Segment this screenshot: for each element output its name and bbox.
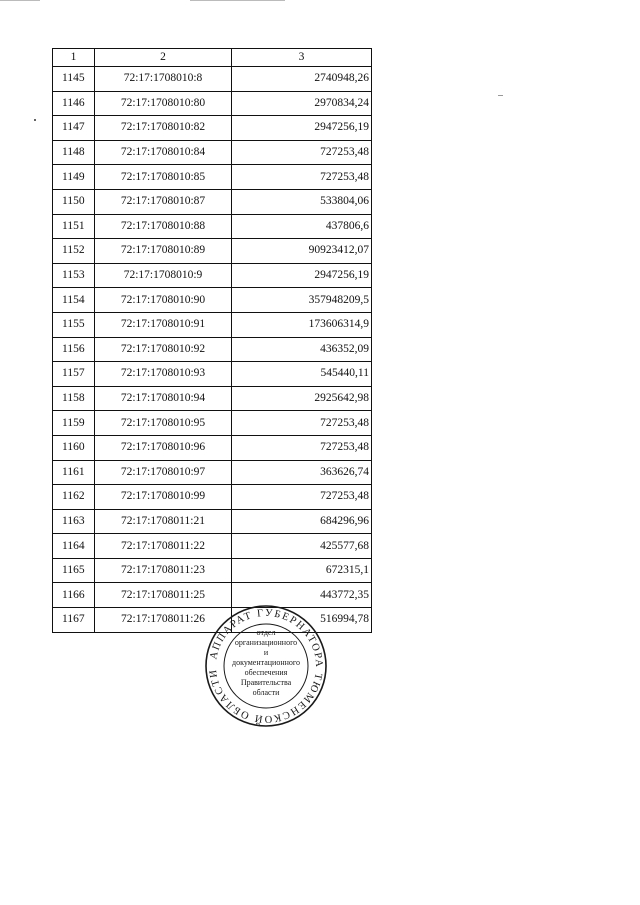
table-row: [53, 386, 372, 411]
cadastral-value-cell: 357948209,5: [232, 288, 372, 313]
row-number-cell: 1159: [53, 411, 95, 436]
cadastral-number-cell: 72:17:1708011:23: [95, 558, 232, 583]
stamp-line-7: области: [252, 688, 280, 697]
cadastral-number-cell: 72:17:1708010:9: [95, 263, 232, 288]
row-number-cell: 1151: [53, 214, 95, 239]
cadastral-table: [52, 48, 372, 633]
column-header-3: 3: [232, 49, 372, 67]
row-number-cell: 1148: [53, 140, 95, 165]
table-row: [53, 239, 372, 264]
cadastral-number-cell: 72:17:1708010:97: [95, 460, 232, 485]
cadastral-value-cell: 443772,35: [232, 583, 372, 608]
scan-edge-line-mid: [190, 0, 285, 1]
stamp-ring-text: АППАРАТ ГУБЕРНАТОРА ТЮМЕНСКОЙ ОБЛАСТИ: [207, 607, 325, 725]
table-row: [53, 435, 372, 460]
cadastral-number-cell: 72:17:1708010:89: [95, 239, 232, 264]
stamp-line-1: отдел: [256, 628, 276, 637]
cadastral-number-cell: 72:17:1708010:91: [95, 312, 232, 337]
table-row: [53, 460, 372, 485]
cadastral-number-cell: 72:17:1708010:84: [95, 140, 232, 165]
cadastral-number-cell: 72:17:1708010:96: [95, 435, 232, 460]
table-row: [53, 140, 372, 165]
cadastral-value-cell: 727253,48: [232, 165, 372, 190]
cadastral-value-cell: 727253,48: [232, 435, 372, 460]
row-number-cell: 1166: [53, 583, 95, 608]
row-number-cell: 1154: [53, 288, 95, 313]
cadastral-value-cell: 173606314,9: [232, 312, 372, 337]
table-row: [53, 534, 372, 559]
cadastral-value-cell: 545440,11: [232, 362, 372, 387]
cadastral-value-cell: 727253,48: [232, 485, 372, 510]
cadastral-value-cell: 2970834,24: [232, 91, 372, 116]
row-number-cell: 1161: [53, 460, 95, 485]
table-row: [53, 411, 372, 436]
scan-edge-line-left: [0, 0, 40, 1]
cadastral-number-cell: 72:17:1708011:26: [95, 608, 232, 633]
cadastral-value-cell: 425577,68: [232, 534, 372, 559]
table-row: [53, 485, 372, 510]
column-header-2: 2: [95, 49, 232, 67]
cadastral-table-container: [52, 48, 371, 633]
table-row: [53, 91, 372, 116]
cadastral-number-cell: 72:17:1708010:87: [95, 189, 232, 214]
official-round-stamp: [204, 604, 328, 728]
table-row: [53, 214, 372, 239]
cadastral-number-cell: 72:17:1708010:99: [95, 485, 232, 510]
table-row: [53, 189, 372, 214]
column-header-1: 1: [53, 49, 95, 67]
stamp-line-5: обеспечения: [244, 668, 288, 677]
row-number-cell: 1156: [53, 337, 95, 362]
row-number-cell: 1164: [53, 534, 95, 559]
table-header-row: [53, 49, 372, 67]
table-row: [53, 312, 372, 337]
cadastral-number-cell: 72:17:1708010:8: [95, 67, 232, 92]
row-number-cell: 1147: [53, 116, 95, 141]
row-number-cell: 1158: [53, 386, 95, 411]
stamp-line-2: организационного: [234, 638, 298, 647]
row-number-cell: 1167: [53, 608, 95, 633]
row-number-cell: 1145: [53, 67, 95, 92]
row-number-cell: 1162: [53, 485, 95, 510]
table-row: [53, 116, 372, 141]
cadastral-number-cell: 72:17:1708010:82: [95, 116, 232, 141]
cadastral-value-cell: 727253,48: [232, 140, 372, 165]
row-number-cell: 1150: [53, 189, 95, 214]
cadastral-number-cell: 72:17:1708011:25: [95, 583, 232, 608]
cadastral-value-cell: 437806,6: [232, 214, 372, 239]
cadastral-value-cell: 516994,78: [232, 608, 372, 633]
table-row: [53, 337, 372, 362]
cadastral-number-cell: 72:17:1708010:94: [95, 386, 232, 411]
cadastral-value-cell: 2947256,19: [232, 116, 372, 141]
stamp-line-3: и: [263, 648, 269, 657]
scan-tick: [498, 95, 503, 96]
cadastral-value-cell: 672315,1: [232, 558, 372, 583]
scan-dot: [34, 119, 36, 121]
cadastral-value-cell: 684296,96: [232, 509, 372, 534]
table-row: [53, 362, 372, 387]
cadastral-value-cell: 533804,06: [232, 189, 372, 214]
cadastral-value-cell: 90923412,07: [232, 239, 372, 264]
row-number-cell: 1165: [53, 558, 95, 583]
cadastral-value-cell: 727253,48: [232, 411, 372, 436]
table-row: [53, 165, 372, 190]
cadastral-number-cell: 72:17:1708010:92: [95, 337, 232, 362]
stamp-center-text: [232, 628, 300, 697]
cadastral-value-cell: 436352,09: [232, 337, 372, 362]
table-row: [53, 509, 372, 534]
cadastral-number-cell: 72:17:1708010:85: [95, 165, 232, 190]
table-row: [53, 263, 372, 288]
row-number-cell: 1160: [53, 435, 95, 460]
table-row: [53, 67, 372, 92]
table-row: [53, 558, 372, 583]
row-number-cell: 1155: [53, 312, 95, 337]
cadastral-value-cell: 363626,74: [232, 460, 372, 485]
table-row: [53, 288, 372, 313]
cadastral-value-cell: 2925642,98: [232, 386, 372, 411]
row-number-cell: 1152: [53, 239, 95, 264]
cadastral-number-cell: 72:17:1708010:88: [95, 214, 232, 239]
cadastral-value-cell: 2740948,26: [232, 67, 372, 92]
cadastral-number-cell: 72:17:1708011:21: [95, 509, 232, 534]
cadastral-number-cell: 72:17:1708010:90: [95, 288, 232, 313]
row-number-cell: 1149: [53, 165, 95, 190]
row-number-cell: 1153: [53, 263, 95, 288]
cadastral-value-cell: 2947256,19: [232, 263, 372, 288]
row-number-cell: 1146: [53, 91, 95, 116]
cadastral-number-cell: 72:17:1708010:80: [95, 91, 232, 116]
cadastral-number-cell: 72:17:1708010:95: [95, 411, 232, 436]
stamp-line-6: Правительства: [240, 678, 292, 687]
stamp-line-4: документационного: [232, 658, 300, 667]
table-body: [53, 67, 372, 633]
row-number-cell: 1157: [53, 362, 95, 387]
cadastral-number-cell: 72:17:1708011:22: [95, 534, 232, 559]
cadastral-number-cell: 72:17:1708010:93: [95, 362, 232, 387]
row-number-cell: 1163: [53, 509, 95, 534]
